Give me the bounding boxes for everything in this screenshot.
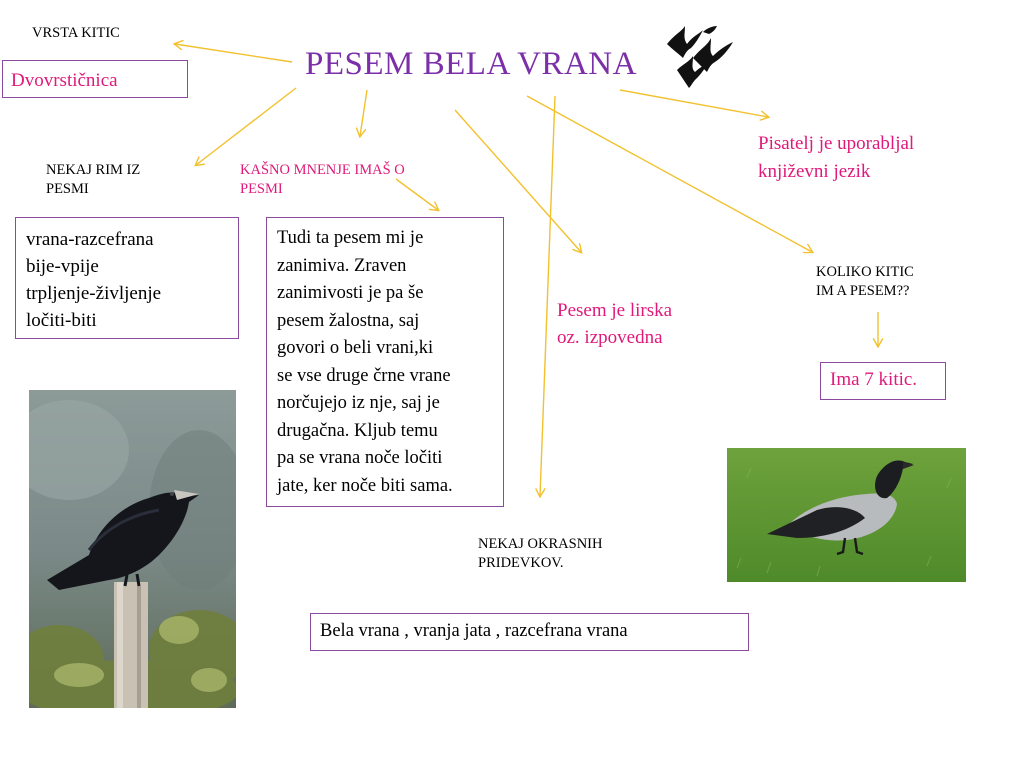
arrow-to-mnenje xyxy=(360,90,367,136)
rim-line: trpljenje-življenje xyxy=(26,283,162,304)
arrow-to-jezik xyxy=(620,90,768,117)
mnenje-line: drugačna. Kljub temu xyxy=(277,420,438,441)
jezik-text: Pisatelj je uporabljal književni jezik xyxy=(758,133,915,182)
mnenje-line: jate, ker noče biti sama. xyxy=(277,475,453,496)
rim-line: vrana-razcefrana xyxy=(26,229,154,250)
vrsta-kitic-answer: Dvovrstičnica xyxy=(11,70,118,91)
rook-photo xyxy=(29,390,236,708)
pridevki-box xyxy=(310,613,749,651)
mnenje-line: govori o beli vrani,ki xyxy=(277,338,434,358)
zvrst-text: Pesem je lirska oz. izpovedna xyxy=(557,300,673,348)
mnenje-line: zanimivosti je pa še xyxy=(277,283,424,303)
rim-box xyxy=(15,217,239,339)
arrow-to-rim xyxy=(196,88,296,165)
vrsta-kitic-box xyxy=(2,60,188,98)
kitice-label: KOLIKO KITIC IM A PESEM?? xyxy=(816,264,914,299)
mnenje-line: pesem žalostna, saj xyxy=(277,310,420,331)
mnenje-line: norčujejo iz nje, saj je xyxy=(277,393,440,413)
mnenje-line: pa se vrana noče ločiti xyxy=(277,448,443,468)
pridevki-answer: Bela vrana , vranja jata , razcefrana vrana xyxy=(320,621,628,641)
arrow-to-vrsta-kitic xyxy=(175,44,292,62)
page-title: PESEM BELA VRANA xyxy=(305,46,637,82)
hooded-crow-illustration xyxy=(727,448,966,582)
rook-illustration xyxy=(29,390,236,708)
flying-birds-icon xyxy=(663,24,739,90)
hooded-crow-photo xyxy=(727,448,966,582)
rim-label: NEKAJ RIM IZ PESMI xyxy=(46,162,141,197)
rim-line: bije-vpije xyxy=(26,256,99,277)
mnenje-label: KAŠNO MNENJE IMAŠ O PESMI xyxy=(240,162,405,197)
vrsta-kitic-label: VRSTA KITIC xyxy=(32,25,120,41)
kitice-box xyxy=(820,362,946,400)
mnenje-line: zanimiva. Zraven xyxy=(277,255,407,276)
pridevki-label: NEKAJ OKRASNIH PRIDEVKOV. xyxy=(478,536,603,571)
rim-line: ločiti-biti xyxy=(26,310,97,331)
kitice-answer: Ima 7 kitic. xyxy=(830,369,918,390)
arrow-to-pridevki xyxy=(540,96,555,496)
mnenje-line: Tudi ta pesem mi je xyxy=(277,228,424,248)
mnenje-box xyxy=(266,217,504,507)
mnenje-line: se vse druge črne vrane xyxy=(277,365,451,386)
